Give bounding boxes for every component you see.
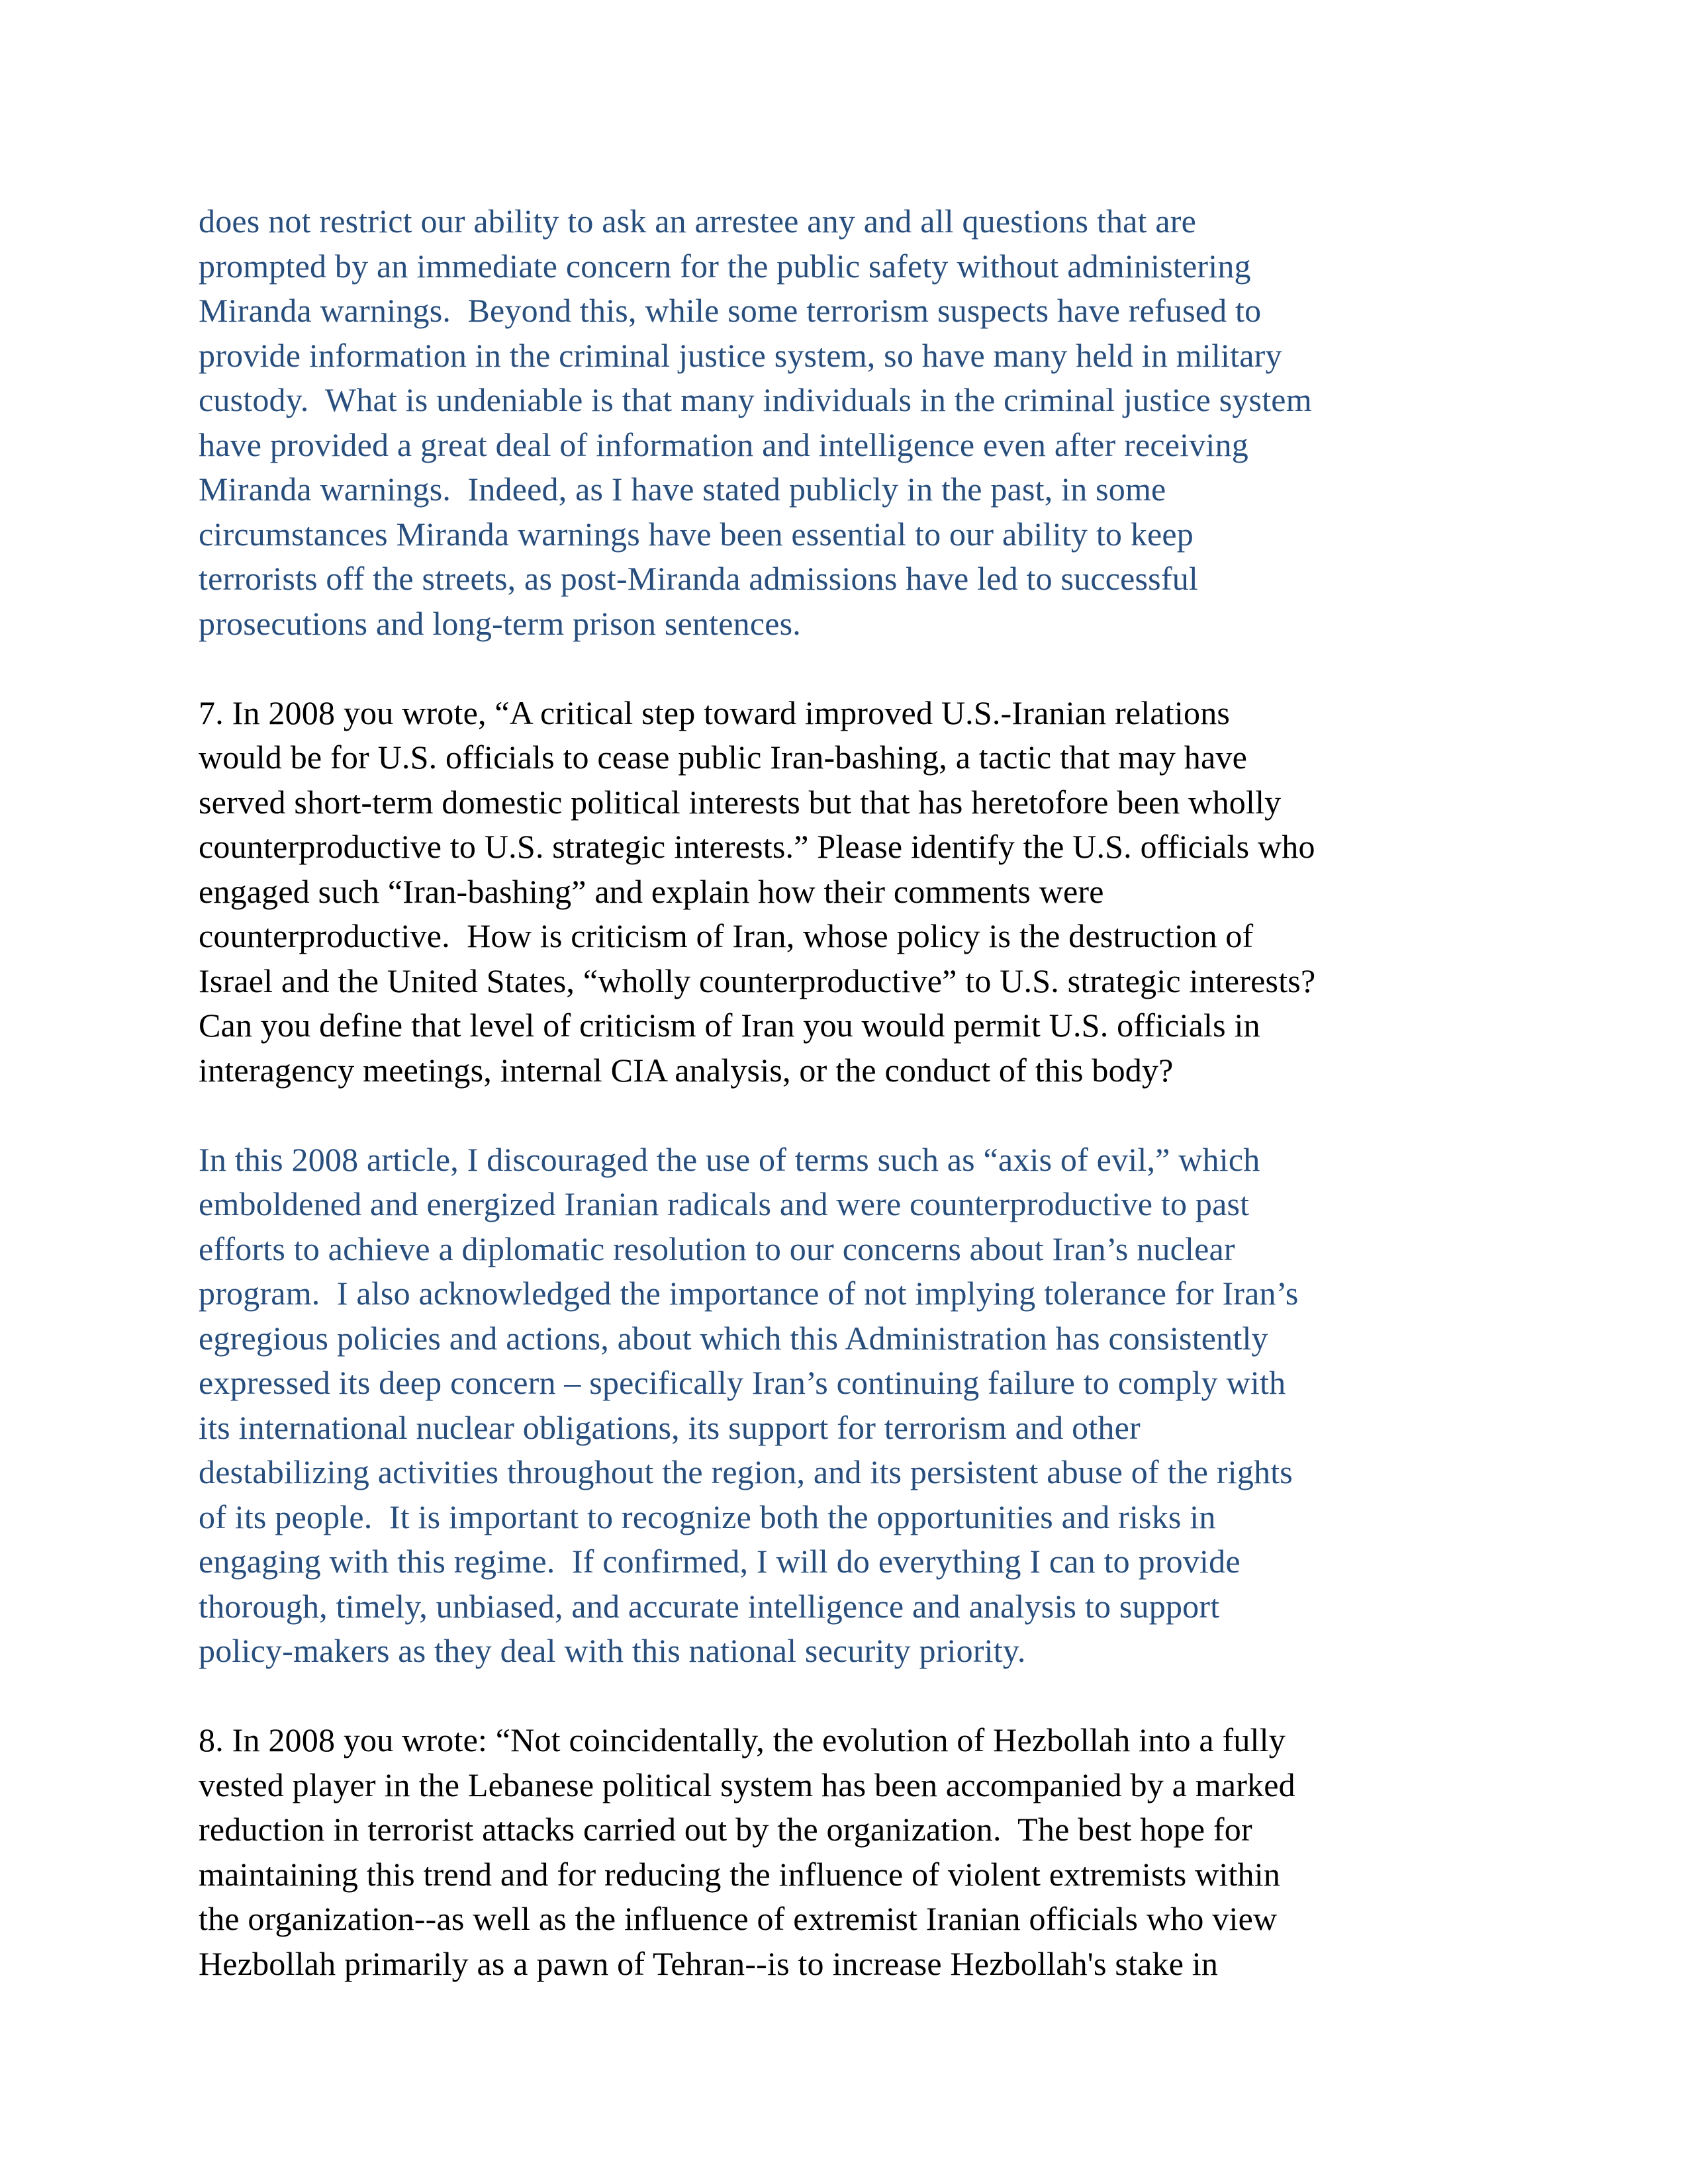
text-line: terrorists off the streets, as post-Miranda admissions have led to successful (199, 560, 1198, 597)
text-line: custody. What is undeniable is that many individuals in the criminal justice system (199, 381, 1312, 418)
text-line: maintaining this trend and for reducing the influence of violent extremists within (199, 1855, 1281, 1893)
text-line: Israel and the United States, “wholly counterproductive” to U.S. strategic interests? (199, 962, 1316, 999)
text-line: its international nuclear obligations, its support for terrorism and other (199, 1408, 1141, 1446)
text-line: prompted by an immediate concern for the public safety without administering (199, 247, 1251, 285)
text-line: thorough, timely, unbiased, and accurate intelligence and analysis to support (199, 1587, 1220, 1625)
text-line: engaged such “Iran-bashing” and explain how their comments were (199, 872, 1104, 910)
text-line: program. I also acknowledged the importance of not implying tolerance for Iran’s (199, 1275, 1299, 1312)
text-line: the organization--as well as the influence of extremist Iranian officials who view (199, 1900, 1278, 1937)
text-line: does not restrict our ability to ask an arrestee any and all questions that are (199, 203, 1196, 240)
text-line: 7. In 2008 you wrote, “A critical step toward improved U.S.-Iranian relations (199, 694, 1231, 731)
paragraph-question-8 (199, 1718, 1529, 1986)
text-line: Hezbollah primarily as a pawn of Tehran--is to increase Hezbollah's stake in (199, 1944, 1219, 1982)
text-line: destabilizing activities throughout the region, and its persistent abuse of the rights (199, 1453, 1293, 1490)
text-line: policy-makers as they deal with this national security priority. (199, 1632, 1026, 1669)
text-line: Can you define that level of criticism of Iran you would permit U.S. officials in (199, 1007, 1260, 1044)
text-line: efforts to achieve a diplomatic resolution to our concerns about Iran’s nuclear (199, 1230, 1235, 1267)
text-line: have provided a great deal of information and intelligence even after receiving (199, 426, 1248, 463)
text-line: of its people. It is important to recognize both the opportunities and risks in (199, 1498, 1216, 1535)
paragraph-answer-continuation (199, 199, 1529, 646)
text-line: provide information in the criminal justice system, so have many held in military (199, 336, 1282, 374)
text-line: counterproductive to U.S. strategic interests.” Please identify the U.S. officials who (199, 828, 1315, 865)
text-line: Miranda warnings. Indeed, as I have stated publicly in the past, in some (199, 471, 1166, 508)
text-line: interagency meetings, internal CIA analysis, or the conduct of this body? (199, 1051, 1174, 1089)
text-line: egregious policies and actions, about which this Administration has consistently (199, 1319, 1268, 1357)
text-line: served short-term domestic political interests but that has heretofore been wholly (199, 783, 1282, 821)
text-line: vested player in the Lebanese political system has been accompanied by a marked (199, 1766, 1295, 1803)
text-line: would be for U.S. officials to cease public Iran-bashing, a tactic that may have (199, 739, 1247, 776)
text-line: counterproductive. How is criticism of Iran, whose policy is the destruction of (199, 917, 1254, 954)
paragraph-answer-7 (199, 1138, 1529, 1674)
text-line: expressed its deep concern – specifically Iran’s continuing failure to comply with (199, 1364, 1286, 1401)
document-body (199, 199, 1529, 1986)
text-line: Miranda warnings. Beyond this, while some terrorism suspects have refused to (199, 292, 1262, 329)
text-line: emboldened and energized Iranian radicals and were counterproductive to past (199, 1185, 1250, 1222)
text-line: circumstances Miranda warnings have been essential to our ability to keep (199, 515, 1194, 553)
text-line: In this 2008 article, I discouraged the use of terms such as “axis of evil,” which (199, 1140, 1260, 1178)
text-line: prosecutions and long-term prison sentences. (199, 604, 801, 642)
paragraph-question-7 (199, 691, 1529, 1093)
text-line: 8. In 2008 you wrote: “Not coincidentally, the evolution of Hezbollah into a fully (199, 1721, 1286, 1758)
text-line: reduction in terrorist attacks carried out by the organization. The best hope for (199, 1811, 1252, 1848)
text-line: engaging with this regime. If confirmed, I will do everything I can to provide (199, 1543, 1241, 1580)
